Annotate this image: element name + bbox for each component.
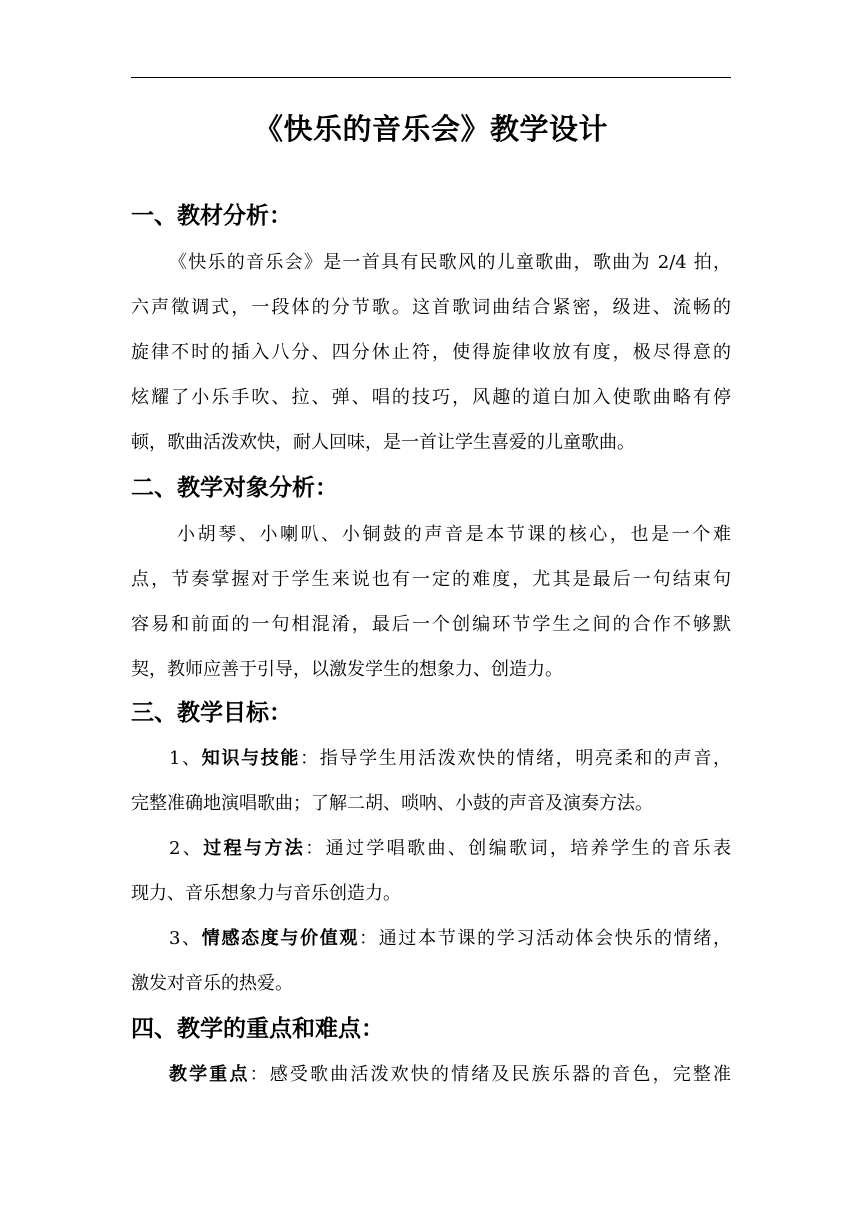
paragraph-line: 旋律不时的插入八分、四分休止符，使得旋律收放有度，极尽得意的 [131, 342, 731, 363]
document-title: 《快乐的音乐会》教学设计 [253, 112, 608, 146]
objective-number: 3、 [169, 928, 202, 949]
objective-colon: ： [305, 838, 326, 859]
key-point-colon: ： [249, 1064, 270, 1085]
objective-label: 过程与方法 [203, 838, 306, 859]
section-heading-key-difficult-points: 四、教学的重点和难点： [131, 1016, 384, 1042]
objective-item-emotion-values [131, 916, 731, 1006]
paragraph-line: 六声徵调式，一段体的分节歌。这首歌词曲结合紧密，级进、流畅的 [131, 297, 731, 318]
paragraph-line: 顿，歌曲活泼欢快，耐人回味，是一首让学生喜爱的儿童歌曲。 [131, 432, 635, 453]
objective-line [131, 916, 731, 961]
objective-line: 激发对音乐的热爱。 [131, 973, 293, 994]
objective-number: 1、 [169, 748, 202, 769]
objective-line [131, 736, 731, 781]
section-heading-textbook-analysis: 一、教材分析： [131, 203, 292, 229]
section-paragraph-learner-analysis [131, 512, 731, 692]
objective-item-process-method [131, 826, 731, 916]
objective-line [131, 826, 731, 871]
objective-label: 知识与技能 [201, 748, 301, 769]
objective-item-knowledge-skills [131, 736, 731, 826]
paragraph-line: 炫耀了小乐手吹、拉、弹、唱的技巧，风趣的道白加入使歌曲略有停 [131, 387, 731, 408]
key-point-line [131, 1052, 731, 1097]
objective-line: 现力、音乐想象力与音乐创造力。 [131, 883, 401, 904]
header-rule [131, 77, 731, 78]
paragraph-line: 契，教师应善于引导，以激发学生的想象力、创造力。 [131, 659, 563, 680]
objective-text: 通过本节课的学习活动体会快乐的情绪， [378, 928, 732, 949]
paragraph-line: 小胡琴、小喇叭、小铜鼓的声音是本节课的核心，也是一个难 [177, 524, 731, 545]
objective-colon: ： [359, 928, 379, 949]
key-point-paragraph [131, 1052, 731, 1097]
objective-text: 指导学生用活泼欢快的情绪，明亮柔和的声音， [319, 748, 732, 769]
objective-label: 情感态度与价值观 [201, 928, 360, 949]
paragraph-line: 点，节奏掌握对于学生来说也有一定的难度，尤其是最后一句结束句 [131, 569, 731, 590]
key-point-label: 教学重点 [169, 1064, 250, 1085]
document-page [131, 0, 731, 1216]
key-point-text: 感受歌曲活泼欢快的情绪及民族乐器的音色，完整准 [269, 1064, 732, 1085]
objective-number: 2、 [169, 838, 204, 859]
objective-line: 完整准确地演唱歌曲；了解二胡、唢呐、小鼓的声音及演奏方法。 [131, 793, 653, 814]
paragraph-line: 《快乐的音乐会》是一首具有民歌风的儿童歌曲，歌曲为 2/4 拍， [169, 252, 731, 273]
section-paragraph-textbook-analysis [131, 240, 731, 465]
paragraph-line: 容易和前面的一句相混淆，最后一个创编环节学生之间的合作不够默 [131, 614, 731, 635]
section-heading-learner-analysis: 二、教学对象分析： [131, 475, 338, 501]
section-heading-teaching-objectives: 三、教学目标： [131, 700, 292, 726]
objective-text: 通过学唱歌曲、创编歌词，培养学生的音乐表 [325, 838, 731, 859]
objective-colon: ： [300, 748, 320, 769]
